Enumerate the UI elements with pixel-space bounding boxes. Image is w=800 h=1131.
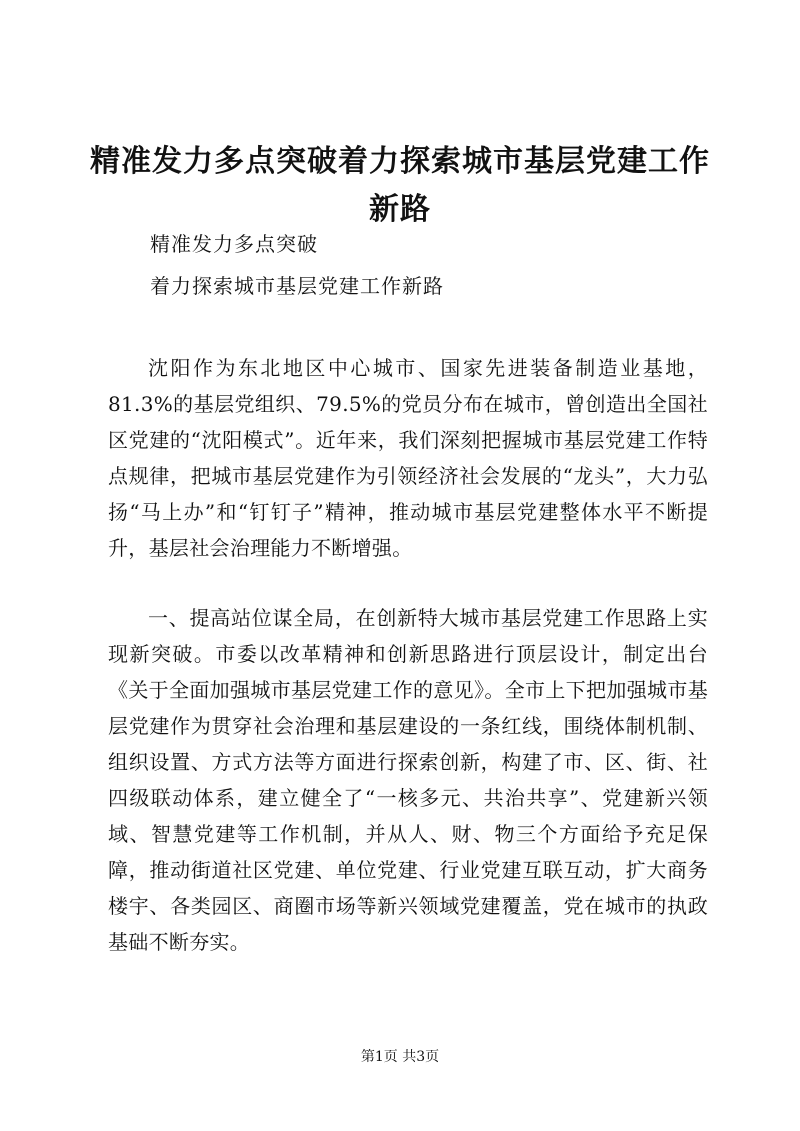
body-paragraph-1: 沈阳作为东北地区中心城市、国家先进装备制造业基地，81.3%的基层党组织、79.5%的党员分布在城市，曾创造出全国社区党建的“沈阳模式”。近年来，我们深刻把握城市基层党建工作特点规律，把城市基层党建作为引领经济社会发展的“龙头”，大力弘扬“马上办”和“钉钉子”精神，推动城市基层党建整体水平不断提升，基层社会治理能力不断增强。 bbox=[108, 356, 708, 560]
subtitle-line-1: 精准发力多点突破 bbox=[150, 232, 318, 256]
subtitle-line-2: 着力探索城市基层党建工作新路 bbox=[150, 274, 444, 298]
body-paragraph-2: 一、提高站位谋全局，在创新特大城市基层党建工作思路上实现新突破。市委以改革精神和创新思路进行顶层设计，制定出台《关于全面加强城市基层党建工作的意见》。全市上下把加强城市基层党建作为贯穿社会治理和基层建设的一条红线，围绕体制机制、组织设置、方式方法等方面进行探索创新，构建了市、区、街、社四级联动体系，建立健全了“一核多元、共治共享”、党建新兴领域、智慧党建等工作机制，并从人、财、物三个方面给予充足保障，推动街道社区党建、单位党建、行业党建互联互动，扩大商务楼宇、各类园区、商圈市场等新兴领域党建覆盖，党在城市的执政基础不断夯实。 bbox=[108, 606, 708, 954]
document-title: 精准发力多点突破着力探索城市基层党建工作新路 bbox=[90, 144, 710, 227]
page-indicator: 第1页 共3页 bbox=[360, 1049, 440, 1065]
